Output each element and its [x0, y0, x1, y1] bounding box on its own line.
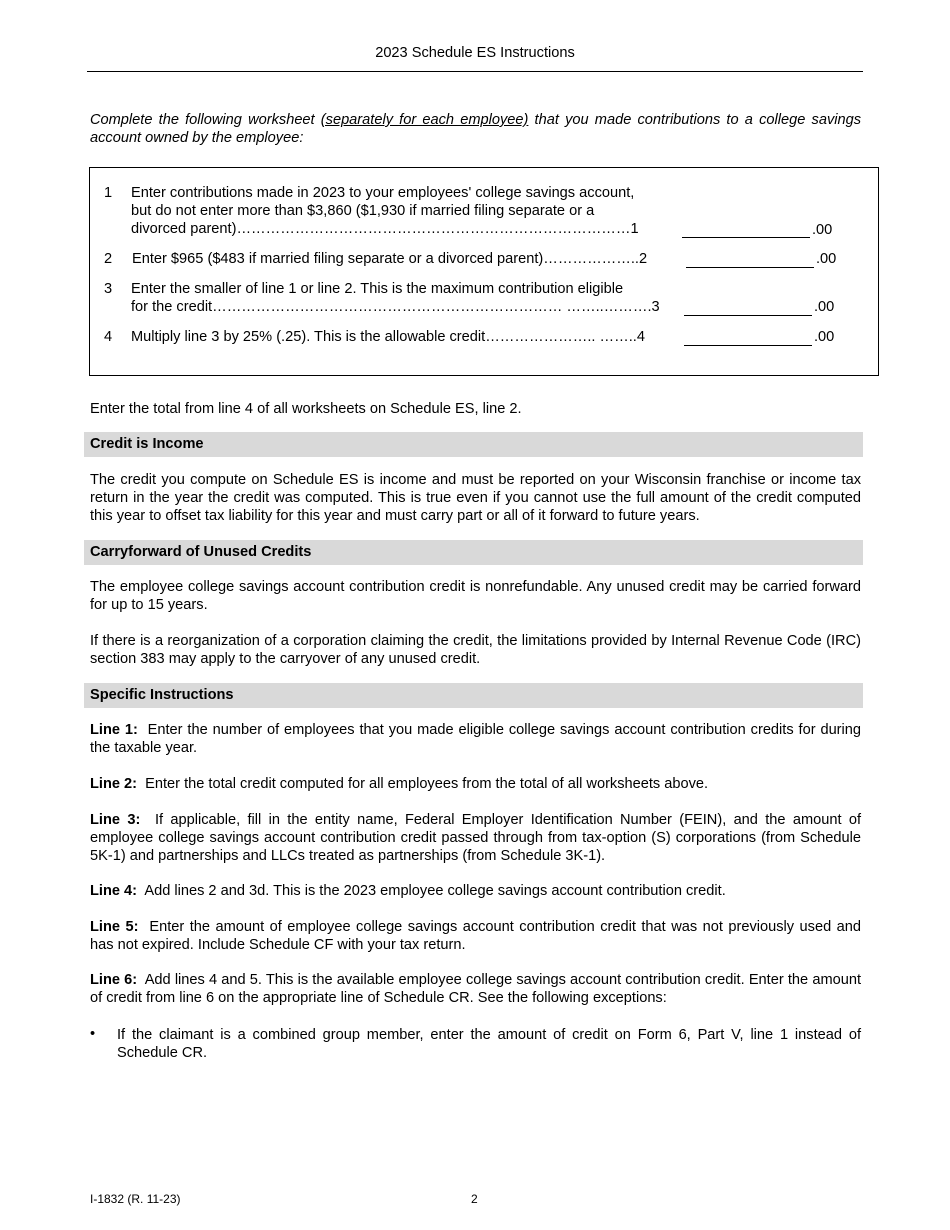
instruction-line-1 [90, 721, 861, 757]
instruction-text: Add lines 2 and 3d. This is the 2023 employee college savings account contribution credit. [144, 883, 726, 899]
instruction-line-5 [90, 918, 861, 954]
page-header-title: 2023 Schedule ES Instructions [375, 45, 575, 61]
section-heading-text: Credit is Income [90, 436, 204, 452]
worksheet-line-text-row: divorced parent)………………………………………………………………………1 [131, 221, 639, 237]
worksheet-line-cents: .00 [816, 251, 837, 267]
worksheet-line-text-row: Enter contributions made in 2023 to your employees' college savings account, [131, 185, 635, 201]
instruction-line-2 [90, 775, 861, 793]
worksheet-line-text-row: for the credit……………………………………………………………… ……..……….3 [131, 299, 660, 315]
form-identifier: I-1832 (R. 11-23) [90, 1192, 181, 1206]
section-heading-text: Carryforward of Unused Credits [90, 544, 312, 560]
credit-income-paragraph: The credit you compute on Schedule ES is income and must be reported on your Wisconsin franchise or income tax return in the year the credit was computed. This is true even if you cannot use the full amount of the credit computed this year to offset tax liability for this year and must carry part or all of it forward to future years. [90, 472, 861, 524]
worksheet-intro [90, 111, 861, 147]
worksheet-line-text-row: Enter the smaller of line 1 or line 2. This is the maximum contribution eligible [131, 281, 624, 297]
section-heading-text: Specific Instructions [90, 687, 234, 703]
instruction-line-4 [90, 882, 861, 900]
worksheet-box [89, 167, 879, 376]
page-number: 2 [471, 1192, 478, 1206]
worksheet-line-number: 1 [104, 185, 113, 201]
instruction-label: Line 3: [90, 812, 141, 828]
worksheet-line-text [131, 328, 645, 346]
intro-text-before: Complete the following worksheet [90, 112, 321, 128]
worksheet-line-2-amount-field[interactable] [686, 252, 814, 268]
instruction-label: Line 4: [90, 883, 138, 899]
worksheet-line-text [131, 184, 639, 238]
instruction-line-6 [90, 971, 861, 1007]
instruction-text: Enter the amount of employee college savings account contribution credit that was not previously used and has not expired. Include Schedule CF with your tax return. [90, 919, 862, 953]
carryforward-paragraph-1: The employee college savings account contribution credit is nonrefundable. Any unused credit may be carried forward for up to 15 years. [90, 579, 861, 613]
worksheet-line-text-row: Enter $965 ($483 if married filing separate or a divorced parent)………………..2 [132, 251, 648, 267]
worksheet-line-number: 3 [104, 281, 113, 297]
worksheet-line-cents: .00 [814, 299, 835, 315]
worksheet-total-note: Enter the total from line 4 of all worksheets on Schedule ES, line 2. [90, 401, 522, 417]
instruction-text: Add lines 4 and 5. This is the available employee college savings account contribution credit. Enter the amount of credit from line 6 on the appropriate line of Schedule CR. See the following exceptions: [90, 972, 861, 1006]
worksheet-line-cents: .00 [814, 329, 835, 345]
worksheet-line-text-row: but do not enter more than $3,860 ($1,930 if married filing separate or a [131, 203, 595, 219]
instruction-label: Line 6: [90, 972, 138, 988]
worksheet-line-cents: .00 [812, 222, 833, 238]
worksheet-line-text [132, 250, 647, 268]
instruction-label: Line 2: [90, 776, 138, 792]
worksheet-line-number: 2 [104, 251, 113, 267]
section-heading-specific-instructions [84, 683, 863, 708]
section-heading-credit-income [84, 432, 863, 457]
exception-bullet: If the claimant is a combined group member, enter the amount of credit on Form 6, Part V, line 1 instead of Schedule CR. [117, 1027, 861, 1061]
worksheet-line-3-amount-field[interactable] [684, 300, 812, 316]
worksheet-line-number: 4 [104, 329, 113, 345]
instruction-line-3 [90, 811, 861, 865]
worksheet-line-4-amount-field[interactable] [684, 330, 812, 346]
header-divider [87, 71, 863, 72]
section-heading-carryforward [84, 540, 863, 565]
instruction-text: Enter the total credit computed for all employees from the total of all worksheets above. [145, 776, 709, 792]
worksheet-line-text [131, 280, 660, 316]
worksheet-line-1-amount-field[interactable] [682, 222, 810, 238]
instruction-text: Enter the number of employees that you made eligible college savings account contribution credits for during the taxable year. [90, 722, 862, 756]
intro-text-underlined: (separately for each employee) [320, 112, 529, 128]
instruction-label: Line 5: [90, 919, 139, 935]
instruction-text: If applicable, fill in the entity name, Federal Employer Identification Number (FEIN), and the amount of employee college savings account contribution credit passed through from tax-option (S) corporations (from Schedule 5K-1) and partnerships and LLCs treated as partnerships (from Schedule 3K-1). [90, 812, 862, 864]
worksheet-line-text-row: Multiply line 3 by 25% (.25). This is the allowable credit………………….. ……..4 [131, 329, 645, 345]
instruction-label: Line 1: [90, 722, 138, 738]
carryforward-paragraph-2: If there is a reorganization of a corporation claiming the credit, the limitations provided by Internal Revenue Code (IRC) section 383 may apply to the carryover of any unused credit. [90, 633, 861, 667]
intro-text-after: that you made contributions to a college savings account owned by the employee: [90, 112, 862, 146]
bullet-icon: • [90, 1026, 96, 1042]
